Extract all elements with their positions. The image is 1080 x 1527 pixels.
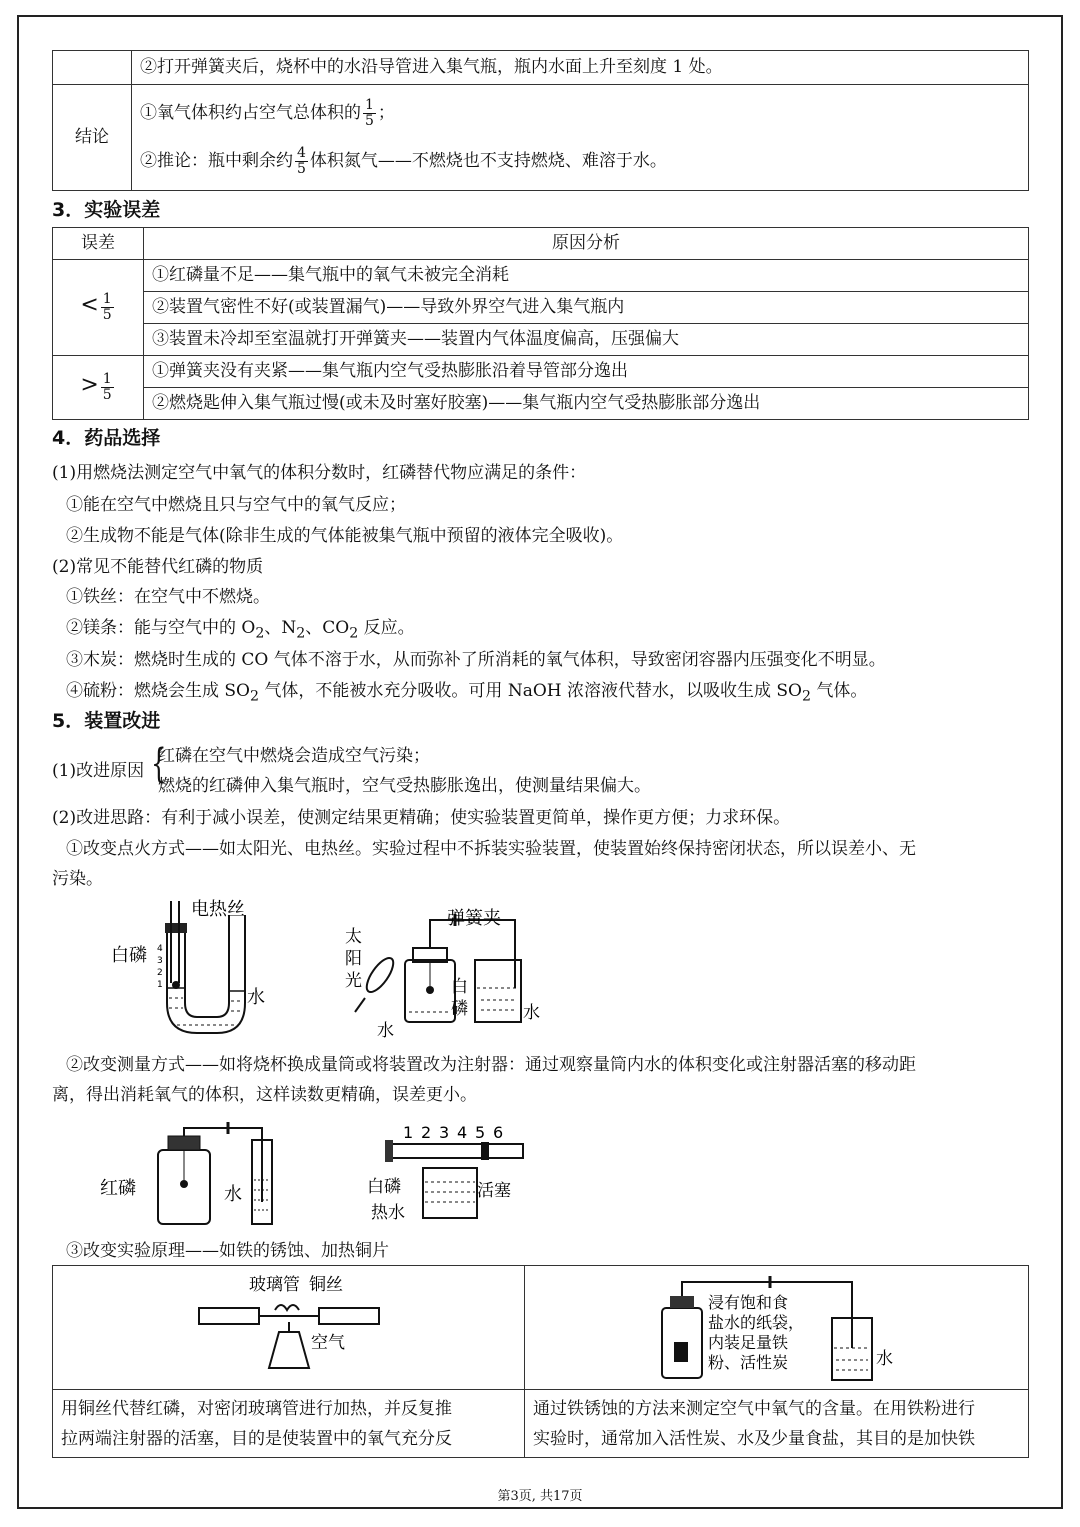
svg-text:3: 3 xyxy=(157,956,163,966)
copper-wire-label: 铜丝 xyxy=(308,1274,343,1295)
iron-description: 通过铁锈蚀的方法来测定空气中氧气的含量。在用铁粉进行 实验时，通常加入活性炭、水及少量食盐，其目的是加快铁 xyxy=(525,1390,1029,1458)
svg-text:水: 水 xyxy=(523,1003,540,1023)
svg-text:5: 5 xyxy=(475,1123,486,1142)
cylinder-figure xyxy=(100,1110,300,1230)
copper-figure xyxy=(189,1268,389,1388)
svg-text:粉、活性炭: 粉、活性炭 xyxy=(707,1352,788,1372)
paragraph: ③改变实验原理——如铁的锈蚀、加热铜片 xyxy=(66,1241,389,1261)
reason-a: 红磷在空气中燃烧会造成空气污染； xyxy=(158,746,430,766)
svg-text:4: 4 xyxy=(157,944,163,954)
svg-text:盐水的纸袋，: 盐水的纸袋， xyxy=(707,1312,804,1332)
piston-label: 活塞 xyxy=(477,1181,511,1201)
paragraph: ③木炭：燃烧时生成的 CO 气体不溶于水，从而弥补了所消耗的氧气体积，导致密闭容器内压强变化不明显。 xyxy=(66,650,886,670)
svg-text:4: 4 xyxy=(457,1123,468,1142)
svg-text:太: 太 xyxy=(345,927,362,947)
paragraph: (1)用燃烧法测定空气中氧气的体积分数时，红磷替代物应满足的条件： xyxy=(52,463,587,483)
section-4-heading: 4．药品选择 xyxy=(52,427,161,449)
error-table xyxy=(52,227,1029,420)
copper-description: 用铜丝代替红磷，对密闭玻璃管进行加热，并反复推 拉两端注射器的活塞，目的是使装置中的氧气充分反 xyxy=(53,1390,525,1458)
glass-tube-label: 玻璃管 xyxy=(248,1274,300,1295)
paragraph: ②生成物不能是气体(除非生成的气体能被集气瓶中预留的液体完全吸收)。 xyxy=(66,526,624,546)
greater-than-fifth: > $\frac{1}{5}$ xyxy=(53,356,144,420)
paragraph: ②镁条：能与空气中的 $O_2$、$N_2$、$CO_2$ 反应。 xyxy=(66,618,415,642)
iron-figure-cell xyxy=(525,1266,1029,1390)
observation-text: ②打开弹簧夹后，烧杯中的水沿导管进入集气瓶，瓶内水面上升至刻度 1 处。 xyxy=(132,51,1029,85)
page-footer: 第3页, 共17页 xyxy=(497,1489,583,1504)
air-label: 空气 xyxy=(310,1332,345,1353)
white-p-label: 白磷 xyxy=(367,1177,401,1197)
conclusion-1: ①氧气体积约占空气总体积的 $\frac{1}{5}$ ； xyxy=(140,97,395,129)
svg-text:2: 2 xyxy=(421,1123,432,1142)
paragraph: ①改变点火方式——如太阳光、电热丝。实验过程中不拆装实验装置，使装置始终保持密闭状态，所以误差小、无 xyxy=(66,839,916,859)
conclusion-cell xyxy=(132,85,1029,191)
less-than-fifth: < $\frac{1}{5}$ xyxy=(53,260,144,356)
reason-row: ①红磷量不足——集气瓶中的氧气未被完全消耗 xyxy=(144,260,1029,292)
paragraph: 污染。 xyxy=(52,869,103,889)
svg-text:6: 6 xyxy=(493,1123,504,1142)
paragraph: ①铁丝：在空气中不燃烧。 xyxy=(66,587,270,607)
paragraph: ②改变测量方式——如将烧杯换成量筒或将装置改为注射器：通过观察量筒内水的体积变化或注射器活塞的移动距 xyxy=(66,1055,916,1075)
white-p-label: 白磷 xyxy=(111,945,147,966)
brace: { xyxy=(151,741,167,787)
paragraph: (2)改进思路：有利于减小误差，使测定结果更精确；使实验装置更简单，操作更方便；力求环保。 xyxy=(52,808,791,828)
empty-label-cell xyxy=(53,51,132,85)
fraction: $\frac{4}{5}$ xyxy=(297,145,306,177)
svg-text:3: 3 xyxy=(439,1123,450,1142)
paragraph: ①能在空气中燃烧且只与空气中的氧气反应； xyxy=(66,495,406,515)
water-label: 水 xyxy=(224,1184,242,1205)
svg-text:白: 白 xyxy=(451,977,468,997)
svg-text:浸有饱和食: 浸有饱和食 xyxy=(707,1292,788,1312)
fraction: $\frac{1}{5}$ xyxy=(365,97,374,129)
section-5-heading: 5．装置改进 xyxy=(52,710,161,732)
clamp-label: 弹簧夹 xyxy=(447,908,501,929)
svg-text:内装足量铁: 内装足量铁 xyxy=(707,1332,788,1352)
method-table xyxy=(52,1265,1029,1458)
col-error-header: 误差 xyxy=(53,228,144,260)
reason-row: ③装置未冷却至室温就打开弹簧夹——装置内气体温度偏高，压强偏大 xyxy=(144,324,1029,356)
reason-row: ①弹簧夹没有夹紧——集气瓶内空气受热膨胀沿着导管部分逸出 xyxy=(144,356,1029,388)
paragraph: (2)常见不能替代红磷的物质 xyxy=(52,557,264,577)
syringe-figure xyxy=(365,1120,535,1230)
svg-text:阳: 阳 xyxy=(345,949,362,969)
reason-row: ②燃烧匙伸入集气瓶过慢(或未及时塞好胶塞)——集气瓶内空气受热膨胀部分逸出 xyxy=(144,388,1029,420)
hot-water-label: 热水 xyxy=(371,1203,405,1223)
iron-figure xyxy=(642,1268,912,1388)
col-reason-header: 原因分析 xyxy=(144,228,1029,260)
reason-label: (1)改进原因 xyxy=(52,761,145,781)
experiment-table xyxy=(52,50,1029,191)
svg-text:水: 水 xyxy=(377,1021,394,1041)
reason-b: 燃烧的红磷伸入集气瓶时，空气受热膨胀逸出，使测量结果偏大。 xyxy=(158,776,651,796)
paragraph: 离，得出消耗氧气的体积，这样读数更精确，误差更小。 xyxy=(52,1085,477,1105)
svg-text:1: 1 xyxy=(403,1123,414,1142)
conclusion-label: 结论 xyxy=(53,85,132,191)
water-label: 水 xyxy=(247,987,265,1008)
sunlight-figure xyxy=(335,900,555,1045)
conclusion-2: ②推论：瓶中剩余约 $\frac{4}{5}$ 体积氮气——不燃烧也不支持燃烧、难溶于水。 xyxy=(140,145,667,177)
paragraph: ④硫粉：燃烧会生成 $SO_2$ 气体，不能被水充分吸收。可用 NaOH 浓溶液代替水，以吸收生成 $SO_2$ 气体。 xyxy=(66,681,868,705)
water-label: 水 xyxy=(875,1348,893,1369)
u-tube-figure xyxy=(105,893,285,1043)
svg-text:2: 2 xyxy=(157,968,163,978)
section-3-heading: 3．实验误差 xyxy=(52,199,161,221)
reason-row: ②装置气密性不好(或装置漏气)——导致外界空气进入集气瓶内 xyxy=(144,292,1029,324)
heater-label: 电热丝 xyxy=(191,899,245,920)
svg-text:1: 1 xyxy=(157,980,163,990)
svg-text:磷: 磷 xyxy=(451,999,468,1019)
copper-figure-cell xyxy=(53,1266,525,1390)
svg-text:光: 光 xyxy=(345,971,362,991)
red-p-label: 红磷 xyxy=(100,1178,136,1199)
